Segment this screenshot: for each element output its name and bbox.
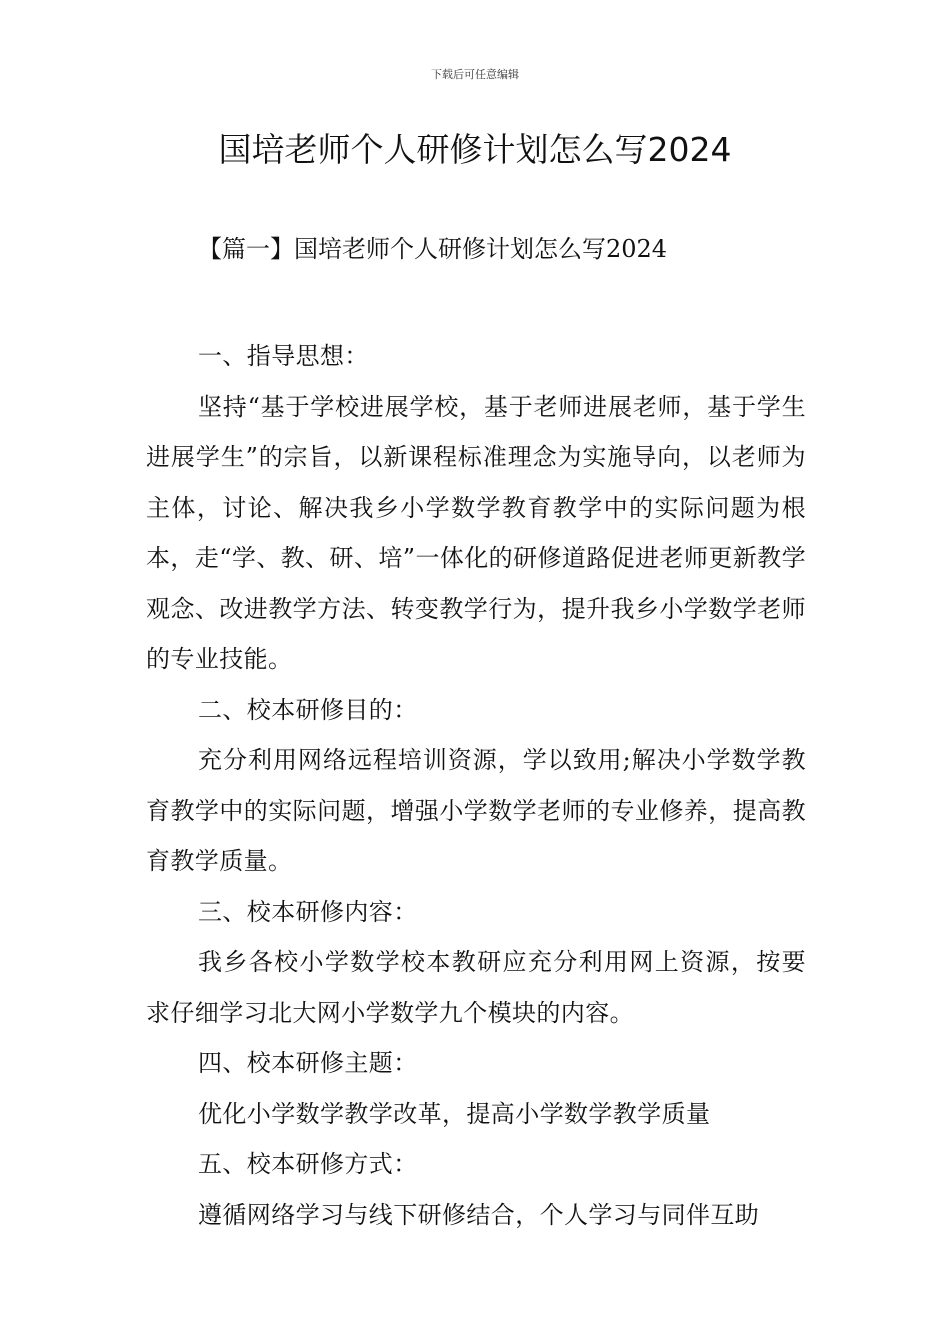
heading-guiding-ideology: 一、指导思想： <box>198 342 369 370</box>
header-note: 下载后可任意编辑 <box>431 68 519 81</box>
document-body <box>146 331 806 1240</box>
paragraph-guiding-ideology: 坚持“基于学校进展学校，基于老师进展老师，基于学生进展学生”的宗旨，以新课程标准理念为实施导向，以老师为主体，讨论、解决我乡小学数学教育教学中的实际问题为根本，走“学、教、研、培”一体化的研修道路促进老师更新教学观念、改进教学方法、转变教学行为，提升我乡小学数学老师的专业技能。 <box>146 392 806 673</box>
paragraph-research-content: 我乡各校小学数学校本教研应充分利用网上资源，按要求仔细学习北大网小学数学九个模块的内容。 <box>146 948 806 1027</box>
document-title: 国培老师个人研修计划怎么写2024 <box>218 130 732 169</box>
heading-research-theme: 四、校本研修主题： <box>198 1049 418 1077</box>
heading-research-content: 三、校本研修内容： <box>198 897 418 926</box>
paragraph-research-method: 遵循网络学习与线下研修结合，个人学习与同伴互助 <box>198 1200 760 1229</box>
section-heading: 【篇一】国培老师个人研修计划怎么写2024 <box>198 235 668 263</box>
paragraph-research-purpose: 充分利用网络远程培训资源，学以致用;解决小学数学教育教学中的实际问题，增强小学数学老师的专业修养，提高教育教学质量。 <box>146 746 806 875</box>
heading-research-purpose: 二、校本研修目的： <box>198 695 418 724</box>
heading-research-method: 五、校本研修方式： <box>198 1150 418 1178</box>
paragraph-research-theme: 优化小学数学教学改革，提高小学数学教学质量 <box>198 1099 711 1128</box>
